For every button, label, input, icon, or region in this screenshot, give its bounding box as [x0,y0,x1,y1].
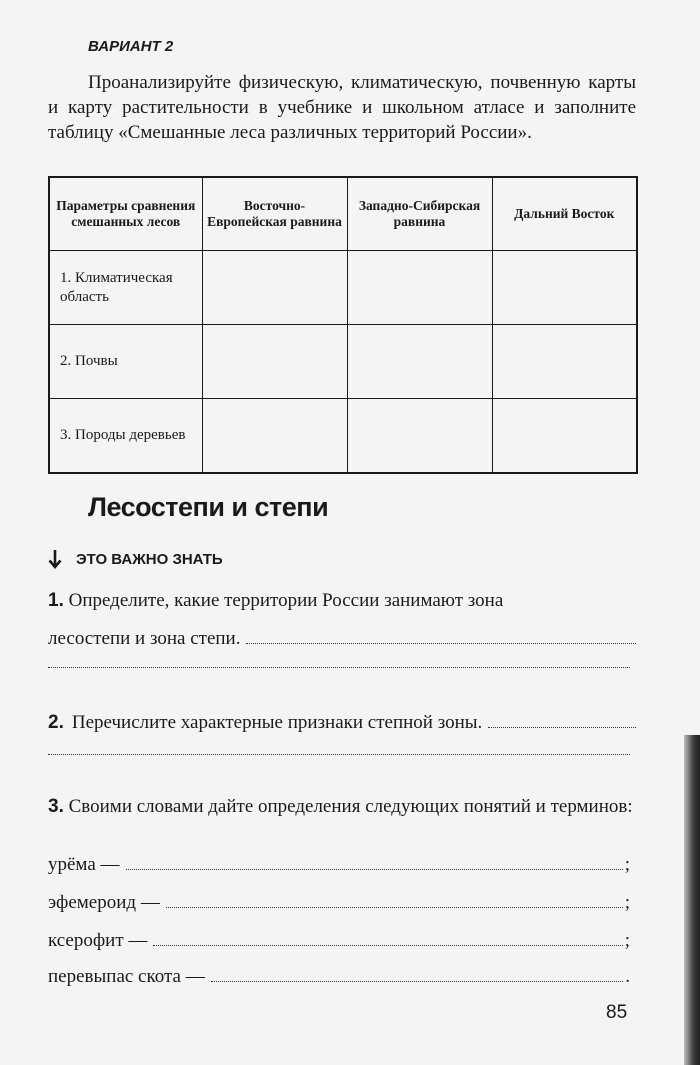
term-row [48,853,630,876]
term-end: . [625,966,630,987]
answer-line[interactable] [153,929,622,946]
question-1-continuation [48,626,636,651]
question-number: 2. [48,712,64,733]
answer-cell[interactable] [492,251,637,325]
row-label: 3. Породы деревьев [49,399,202,473]
answer-line[interactable] [48,754,630,755]
question-text: Своими словами дайте определения следующих понятий и терминов: [68,796,633,817]
question-1 [48,588,636,613]
question-line [48,588,636,613]
arrow-down-icon [48,549,62,569]
answer-line[interactable] [488,711,636,728]
table-row [49,251,637,325]
term-label: ксерофит — [48,930,148,951]
table-row [49,399,637,473]
question-2 [48,710,636,735]
answer-cell[interactable] [492,325,637,399]
answer-line[interactable] [48,667,630,668]
table-header-row [49,177,637,251]
page-edge-shadow [684,735,700,1065]
important-text: ЭТО ВАЖНО ЗНАТЬ [76,550,223,568]
header-cell: Восточно-Европейская равнина [202,177,347,251]
header-cell: Западно-Сибирская равнина [347,177,492,251]
answer-line[interactable] [126,853,623,870]
row-label: 1. Климатическая область [49,251,202,325]
question-3 [48,794,636,819]
term-row [48,891,630,914]
page-number: 85 [606,1002,628,1023]
table-row [49,325,637,399]
answer-line[interactable] [166,891,623,908]
term-row [48,965,630,988]
variant-heading: ВАРИАНТ 2 [88,38,174,55]
answer-cell[interactable] [202,325,347,399]
answer-line[interactable] [246,627,636,644]
term-end: ; [624,854,630,875]
term-row [48,929,630,952]
term-end: ; [624,892,630,913]
intro-text: Проанализируйте физическую, климатическую, почвенную карты и карту растительности в учебнике и школьном атласе и заполните таблицу «Смешанные леса различных территорий России». [48,72,636,143]
term-label: эфемероид — [48,892,160,913]
comparison-table [48,176,638,474]
answer-row [48,710,636,735]
section-title: Лесостепи и степи [88,492,329,522]
answer-line[interactable] [211,965,624,982]
answer-cell[interactable] [347,251,492,325]
question-text: Определите, какие территории России занимают зона [68,590,504,611]
important-label [48,549,223,569]
answer-cell[interactable] [492,399,637,473]
term-label: урёма — [48,854,120,875]
row-label: 2. Почвы [49,325,202,399]
header-cell: Параметры сравнения смешанных лесов [49,177,202,251]
answer-cell[interactable] [347,399,492,473]
answer-cell[interactable] [202,251,347,325]
question-number: 1. [48,590,64,611]
question-text: Перечислите характерные признаки степной зоны. [71,712,483,733]
question-text: лесостепи и зона степи. [48,628,241,649]
header-cell: Дальний Восток [492,177,637,251]
question-number: 3. [48,796,64,817]
answer-row [48,626,636,651]
term-label: перевыпас скота — [48,966,205,987]
term-end: ; [624,930,630,951]
answer-cell[interactable] [202,399,347,473]
answer-cell[interactable] [347,325,492,399]
task-intro [48,70,636,145]
